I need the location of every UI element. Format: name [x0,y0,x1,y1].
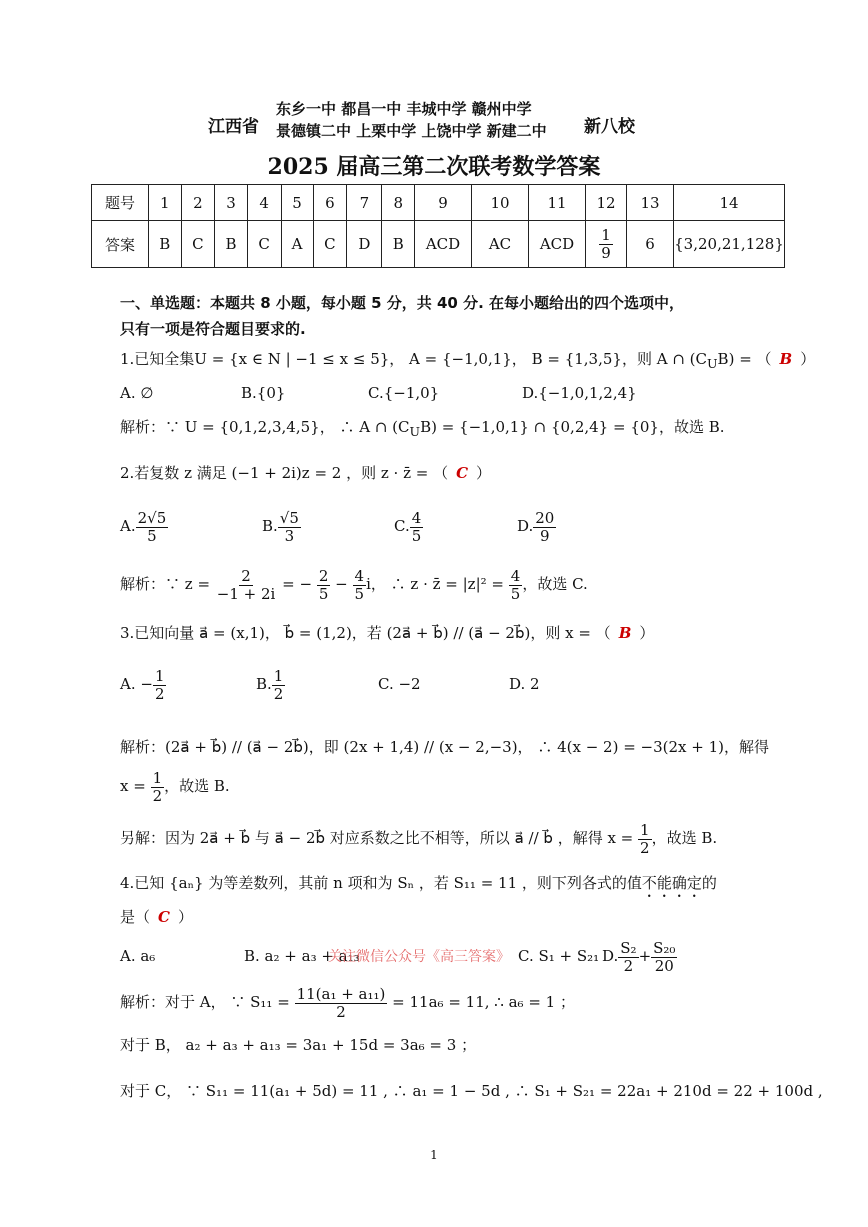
q-cell: 7 [347,185,382,221]
q2-options [120,510,556,544]
section-heading-line2: 只有一项是符合题目要求的. [120,320,306,338]
q1-stem-sub: U [707,356,718,371]
q3-solution-line1: 解析：(2a⃗ + b⃗) // (a⃗ − 2b⃗)，即 (2x + 1,4) // (x − 2,−3)， ∴ 4(x − 2) = −3(2x + 1)，解得 [120,738,770,756]
q2-sol-f2-num: 2 [318,567,329,585]
q3-alt-den: 2 [640,838,650,857]
q4-option-a: A. a₆ [120,947,156,965]
q2-opt-c-den: 5 [411,526,422,545]
q3-answer: B [618,624,632,642]
a-cell: AC [472,221,529,268]
q3-opt-a-num: 1 [154,667,165,685]
q-cell: 4 [247,185,281,221]
q4-sol-a-pre: 解析：对于 A， ∵ S₁₁ = [120,993,290,1011]
q2-answer: C [456,464,469,482]
q4-stem-emphasis: 不能确定 [641,874,702,892]
q2-sol-mid3: i， ∴ z · z̄ = |z|² = [366,575,504,593]
a-cell: C [181,221,215,268]
q1-stem-tail: B) = （ [717,350,772,368]
q2-stem-text: 2.若复数 z 满足 (−1 + 2i)z = 2 ，则 z · z̄ = （ [120,464,449,482]
q4-solution-a [120,986,575,1020]
a-cell: C [313,221,347,268]
province-label: 江西省 [208,117,259,137]
q2-sol-f4-den: 5 [510,584,521,603]
a-cell: ACD [529,221,586,268]
q3-sol-l2-den: 2 [152,786,163,805]
q2-option-c [394,510,517,544]
q1-close: ） [800,350,816,368]
q3-options [120,668,540,702]
page-number: 1 [430,1148,438,1162]
q4-answer: C [158,908,170,926]
q-cell: 10 [472,185,529,221]
q1-option-d: D.{−1,0,1,2,4} [522,384,637,402]
q1-stem-text: 1.已知全集U = {x ∈ N | −1 ≤ x ≤ 5}， A = {−1,0,1}， B = {1,3,5}，则 A ∩ (C [120,350,707,368]
q3-stem [120,622,654,644]
a-cell: A [281,221,313,268]
q3-option-b [256,668,378,702]
q2-option-d [517,510,556,544]
q3-close: ） [639,624,655,642]
q-cell: 13 [627,185,674,221]
row-label-answer: 答案 [92,221,149,268]
header [0,98,868,150]
denominator: 9 [601,243,611,262]
q2-sol-f4-num: 4 [510,567,521,585]
a-cell: D [347,221,382,268]
q4-option-b: B. a₂ + a₃ + a₁₃ [244,947,360,965]
section-heading-line1: 一、单选题：本题共 8 小题，每小题 5 分，共 40 分. 在每小题给出的四个选项中， [120,294,685,312]
a-cell: B [382,221,415,268]
q2-opt-d-den: 9 [540,526,550,545]
school-list [276,98,576,142]
q-cell: 14 [674,185,785,221]
q4-opt-d-f1-num: S₂ [620,939,637,957]
q2-sol-f1-den: −1 + 2i [216,584,276,603]
q2-opt-b-den: 3 [284,526,295,545]
q2-sol-f3-num: 4 [354,567,365,585]
q-cell: 6 [313,185,347,221]
q2-sol-mid1: = − [282,575,313,593]
section-heading [120,290,684,342]
q1-solution-sub: U [409,424,421,439]
q2-opt-c-num: 4 [411,509,422,527]
q3-alt-tail: ，故选 B. [651,829,718,847]
q3-option-d: D. 2 [509,675,540,693]
q2-opt-d-label: D. [517,517,534,535]
a-cell: {3,20,21,128} [674,221,785,268]
q1-solution [120,416,725,443]
q4-solution-c: 对于 C， ∵ S₁₁ = 11(a₁ + 5d) = 11 , ∴ a₁ = 1 − 5d , ∴ S₁ + S₂₁ = 22a₁ + 210d = 22 + 100d , [120,1082,823,1100]
q1-solution-tail: B) = {−1,0,1} ∩ {0,2,4} = {0}，故选 B. [420,418,725,436]
q2-sol-mid2: − [335,575,348,593]
q3-alt-pre: 另解：因为 2a⃗ + b⃗ 与 a⃗ − 2b⃗ 对应系数之比不相等，所以 a⃗ // b⃗ ，解得 x = [120,829,634,847]
q4-opt-d-plus: + [638,947,652,965]
q4-opt-d-f2-num: S₂₀ [653,939,676,957]
q4-option-d [602,940,677,974]
q2-solution [120,568,588,602]
q4-option-c: C. S₁ + S₂₁ [518,947,600,965]
q2-sol-pre: 解析：∵ z = [120,575,211,593]
a-cell: C [247,221,281,268]
q3-solution-line2 [120,770,230,804]
q4-close: ） [177,908,193,926]
q-cell: 2 [181,185,215,221]
q3-sol-l2-tail: ，故选 B. [164,777,230,795]
q1-answer: B [779,350,793,368]
q4-stem-line2 [120,906,193,928]
q3-opt-b-label: B. [256,675,272,693]
question-number-row [92,185,785,221]
q4-stem-tail: 的 [701,874,717,892]
q3-alt-solution [120,822,717,856]
answer-table [91,184,785,268]
alliance-label: 新八校 [584,117,635,137]
q3-opt-b-num: 1 [273,667,284,685]
a-cell: 6 [627,221,674,268]
q4-solution-b: 对于 B， a₂ + a₃ + a₁₃ = 3a₁ + 15d = 3a₆ = 3 ； [120,1036,477,1054]
q3-sol-l2-pre: x = [120,777,146,795]
q4-stem-pre: 4.已知 {aₙ} 为等差数列，其前 n 项和为 Sₙ ，若 S₁₁ = 11 ，则下列各式的值 [120,874,642,892]
q4-stem-l2-text: 是（ [120,908,151,926]
q4-opt-d-label: D. [602,947,619,965]
q2-option-a [120,510,262,544]
a-cell-fraction [586,221,627,268]
q3-opt-a-den: 2 [154,684,165,703]
q1-option-b: B.{0} [241,384,286,402]
q1-options [120,382,637,404]
q2-opt-b-num: √5 [279,509,299,527]
q3-option-c: C. −2 [378,675,421,693]
page-title: 2025 届高三第二次联考数学答案 [267,154,601,180]
q3-stem-text: 3.已知向量 a⃗ = (x,1)， b⃗ = (1,2)，若 (2a⃗ + b⃗) // (a⃗ − 2b⃗)，则 x = （ [120,624,611,642]
q3-opt-a-label: A. − [120,675,153,693]
watermark-text: 关注微信公众号《高三答案》 [328,949,510,965]
a-cell: B [215,221,248,268]
answer-row [92,221,785,268]
q4-sol-a-num: 11(a₁ + a₁₁) [296,985,386,1003]
q3-alt-num: 1 [640,821,650,839]
fraction [599,227,613,261]
school-row-1: 东乡一中 都昌一中 丰城中学 赣州中学 [276,100,532,118]
q2-opt-a-den: 5 [147,526,157,545]
q2-opt-c-label: C. [394,517,410,535]
q2-sol-f3-den: 5 [354,584,365,603]
a-cell: ACD [415,221,472,268]
q2-opt-d-num: 20 [535,509,555,527]
q-cell: 1 [149,185,182,221]
q2-sol-f2-den: 5 [318,584,329,603]
q2-opt-a-label: A. [120,517,136,535]
q4-options [120,940,677,974]
numerator: 1 [601,226,611,244]
q4-sol-a-den: 2 [336,1002,346,1021]
q2-opt-b-label: B. [262,517,278,535]
q-cell: 9 [415,185,472,221]
q1-option-c: C.{−1,0} [368,384,440,402]
q-cell: 3 [215,185,248,221]
q4-stem-line1 [120,872,717,901]
q3-sol-l2-num: 1 [152,769,163,787]
q3-opt-b-den: 2 [273,684,284,703]
q2-sol-f1-num: 2 [241,567,251,585]
a-cell: B [149,221,182,268]
q2-opt-a-num: 2√5 [137,509,167,527]
q-cell: 12 [586,185,627,221]
row-label-question: 题号 [92,185,149,221]
q4-opt-d-f2-den: 20 [654,956,674,975]
q-cell: 11 [529,185,586,221]
q1-solution-text: 解析：∵ U = {0,1,2,3,4,5}， ∴ A ∩ (C [120,418,410,436]
q4-sol-a-tail: = 11a₆ = 11, ∴ a₆ = 1 ； [392,993,575,1011]
q2-option-b [262,510,394,544]
q-cell: 5 [281,185,313,221]
q-cell: 8 [382,185,415,221]
q1-option-a: A. ∅ [120,384,154,402]
q2-close: ） [476,464,492,482]
q3-option-a [120,668,256,702]
school-row-2: 景德镇二中 上栗中学 上饶中学 新建二中 [276,122,547,140]
q4-opt-d-f1-den: 2 [623,956,634,975]
q2-sol-tail: ，故选 C. [522,575,588,593]
q2-stem [120,462,491,484]
q1-stem [120,348,815,375]
